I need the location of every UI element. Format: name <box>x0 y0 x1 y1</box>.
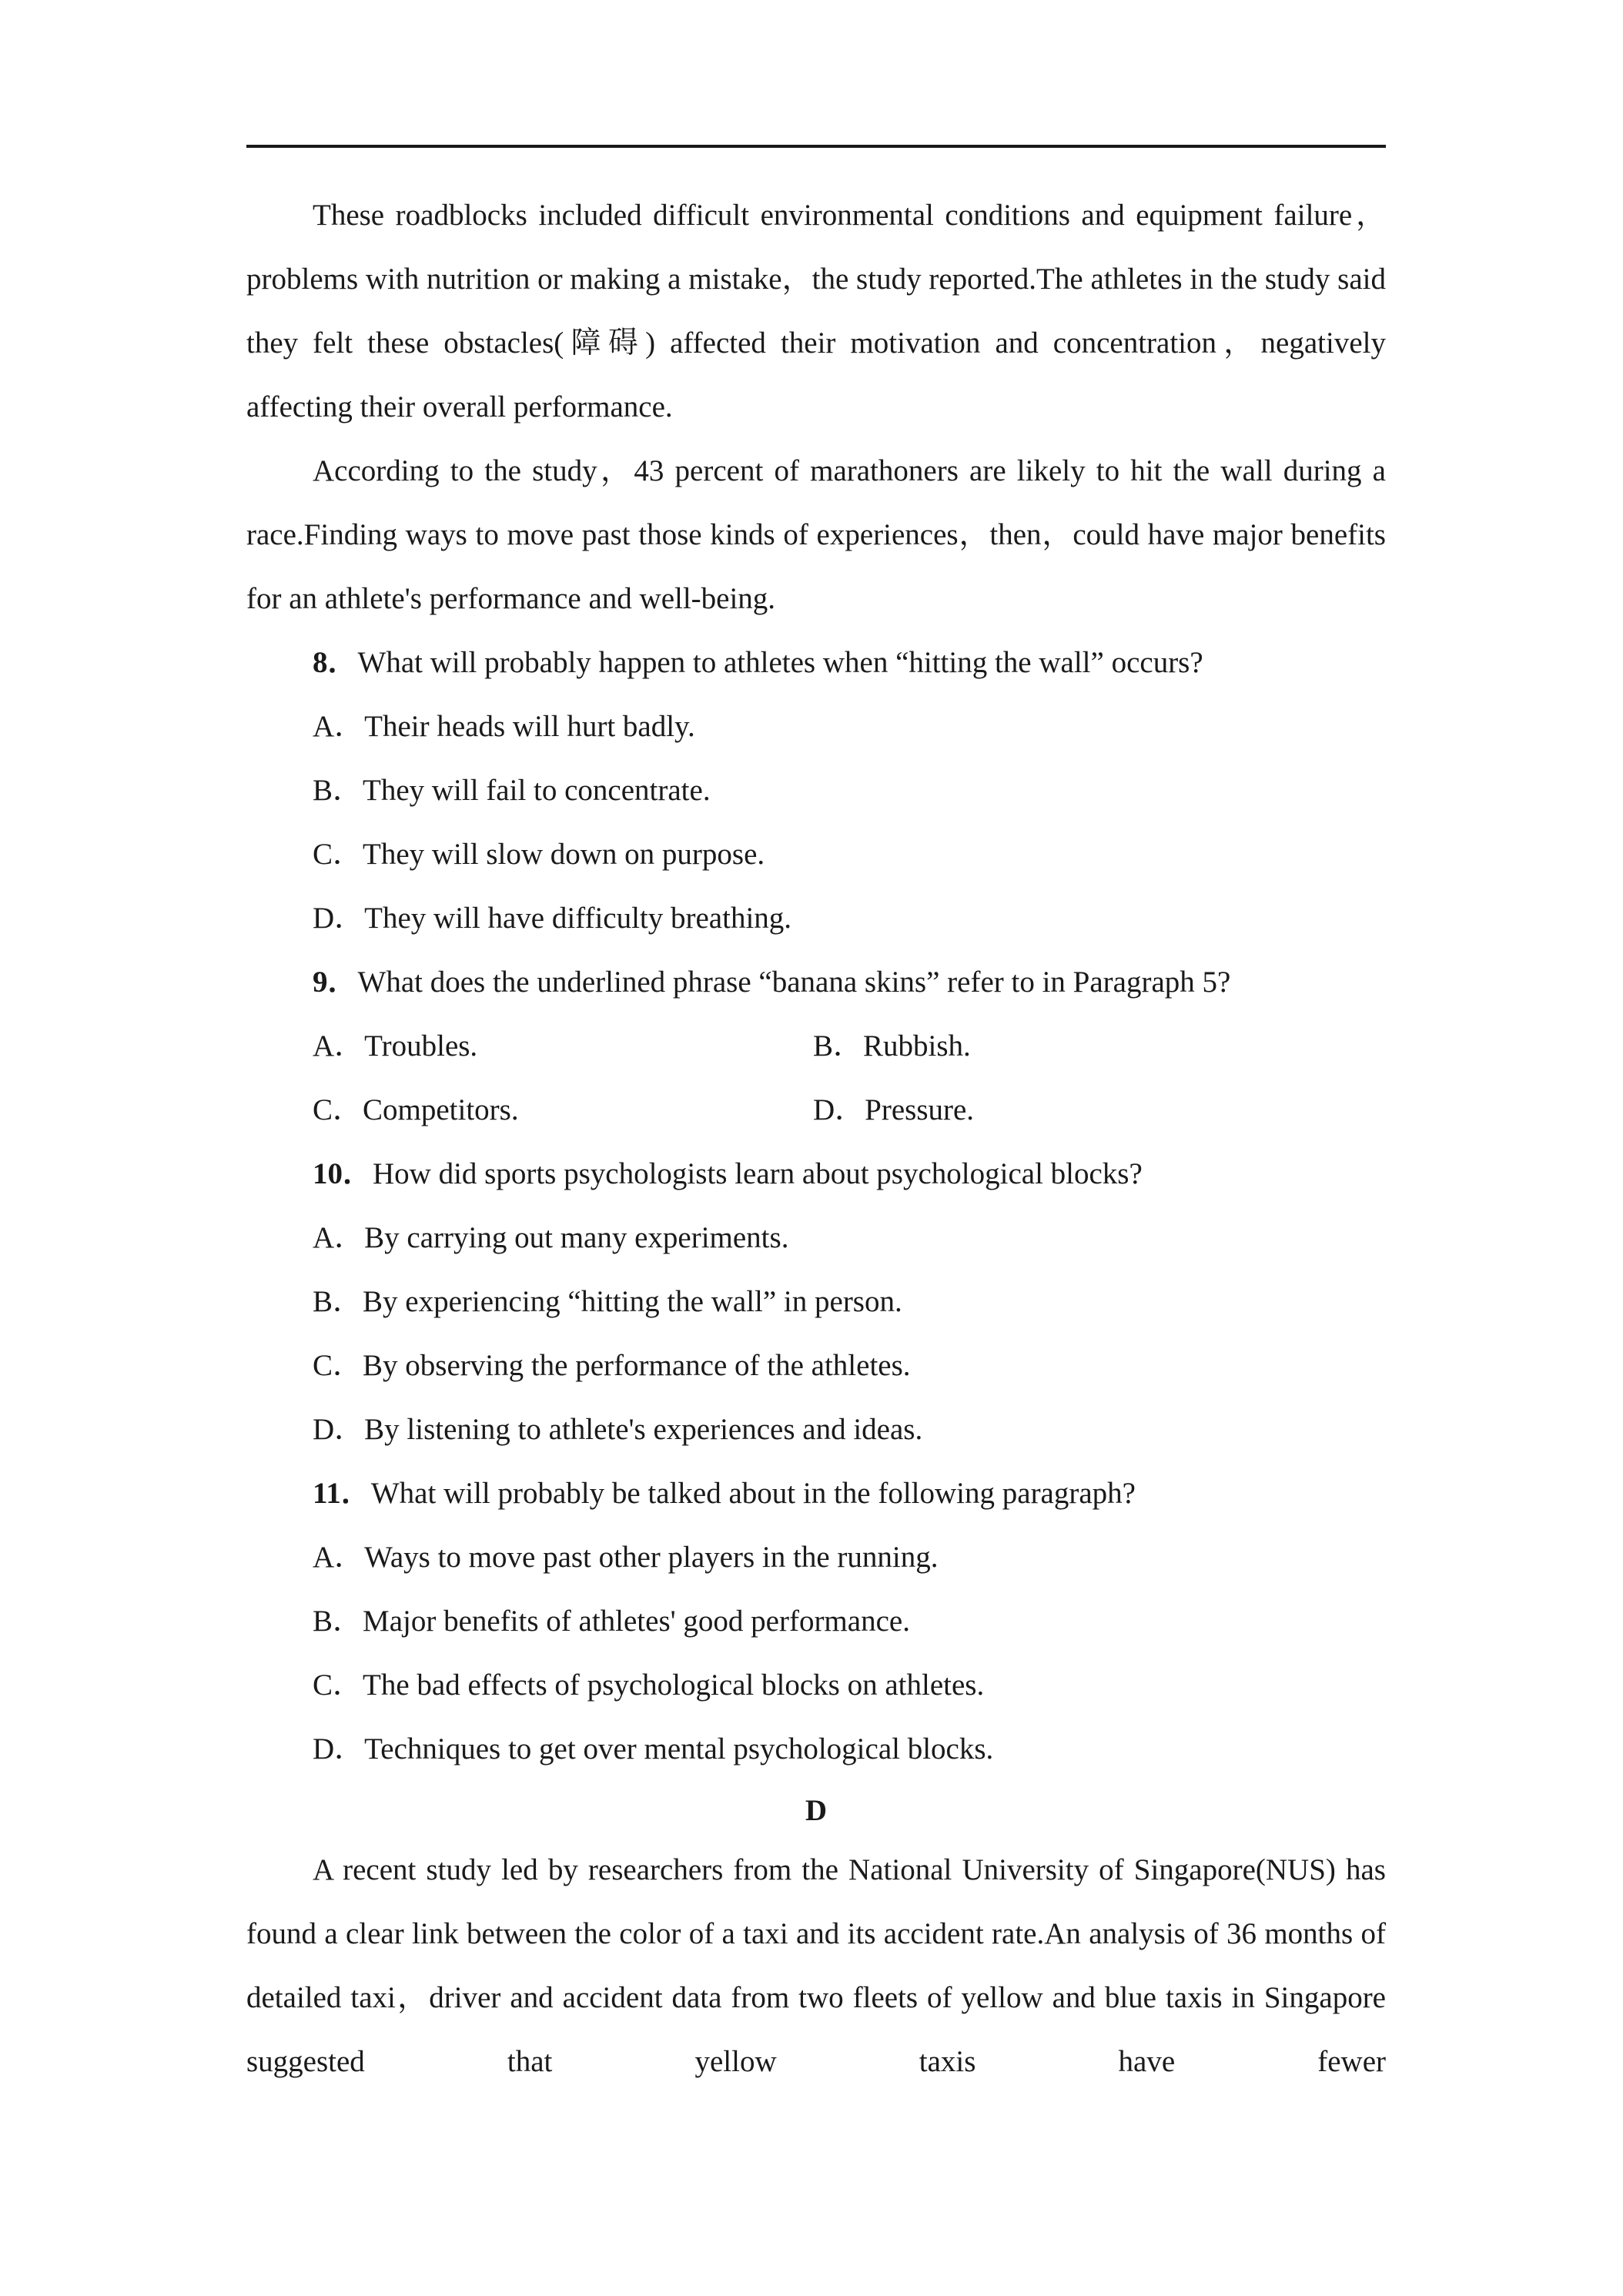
option-c: C．By observing the performance of the athletes. <box>313 1349 911 1382</box>
option-a: A．Ways to move past other players in the running. <box>313 1541 939 1574</box>
option-d: D．By listening to athlete's experiences and ideas. <box>313 1413 923 1446</box>
option-row <box>246 1078 1386 1142</box>
question-8 <box>246 631 1386 694</box>
option-c: C．Competitors. <box>313 1093 519 1126</box>
option-row <box>246 1014 1386 1078</box>
question-number: 9． <box>313 966 358 999</box>
header-rule <box>246 145 1386 148</box>
option-d: D．They will have difficulty breathing. <box>313 902 792 935</box>
option-b: B．They will fail to concentrate. <box>313 774 711 807</box>
question-number: 11． <box>313 1477 371 1510</box>
option-c: C．The bad effects of psychological blocks on athletes. <box>313 1668 985 1702</box>
question-text: How did sports psychologists learn about psychological blocks? <box>373 1157 1143 1190</box>
option-b: B．Rubbish. <box>813 1029 971 1063</box>
option-a: A．Troubles. <box>313 1029 478 1063</box>
question-text: What does the underlined phrase “banana skins” refer to in Paragraph 5? <box>357 966 1231 999</box>
option-a: A．Their heads will hurt badly. <box>313 710 695 743</box>
question-number: 10． <box>313 1157 373 1190</box>
question-text: What will probably be talked about in the following paragraph? <box>370 1477 1136 1510</box>
question-10 <box>246 1142 1386 1206</box>
section-heading: D <box>805 1794 828 1827</box>
option-c: C．They will slow down on purpose. <box>313 838 765 871</box>
question-9 <box>246 950 1386 1014</box>
passage-paragraph: These roadblocks included difficult environmental conditions and equipment failure，problems with nutrition or making a mistake，the study reported.The athletes in the study said they felt these obstacles(障碍) affected their motivation and concentration，negatively affecting their overall performance. <box>246 199 1386 423</box>
passage-paragraph: According to the study，43 percent of marathoners are likely to hit the wall during a race.Finding ways to move past those kinds of experiences，then，could have major benefits for an athlete's performance and well‐being. <box>246 454 1386 615</box>
question-11 <box>246 1461 1386 1525</box>
option-b: B．Major benefits of athletes' good performance. <box>313 1605 910 1638</box>
document-body <box>246 183 1386 2094</box>
question-text: What will probably happen to athletes when “hitting the wall” occurs? <box>357 646 1203 679</box>
option-a: A．By carrying out many experiments. <box>313 1221 789 1254</box>
option-d: D．Pressure. <box>813 1093 975 1126</box>
question-number: 8． <box>313 646 358 679</box>
passage-paragraph: A recent study led by researchers from the National University of Singapore(NUS) has found a clear link between the color of a taxi and its accident rate.An analysis of 36 months of detailed taxi，driver and accident data from two fleets of yellow and blue taxis in Singapore suggested that yellow taxis have fewer <box>246 1853 1386 2078</box>
option-b: B．By experiencing “hitting the wall” in person. <box>313 1285 902 1318</box>
option-d: D．Techniques to get over mental psychological blocks. <box>313 1732 994 1766</box>
